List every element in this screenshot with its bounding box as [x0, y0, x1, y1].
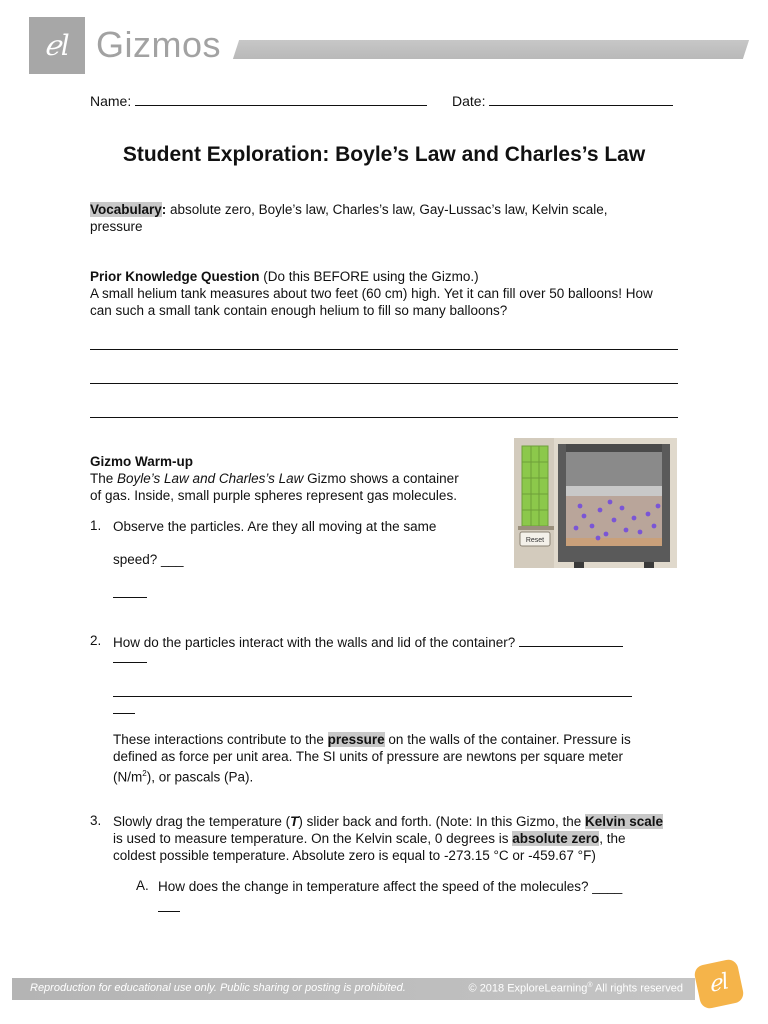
q3-text: Slowly drag the temperature (T) slider back and forth. (Note: In this Gizmo, the Kelvin scale is used to measure temperature. On the Kelvin scale, 0 degrees is absolute zero, the coldest possible temperature. Absolute zero is equal to -273.15 °C or -459.67 °F): [113, 814, 664, 863]
q1-answer-line[interactable]: [113, 597, 147, 598]
vocabulary-terms-cont: pressure: [90, 219, 143, 234]
prior-knowledge-note: (Do this BEFORE using the Gizmo.): [259, 269, 479, 284]
q3a-answer-line[interactable]: [158, 911, 180, 912]
q2-text: How do the particles interact with the walls and lid of the container?: [113, 633, 623, 651]
gizmo-illustration: [514, 438, 677, 568]
name-field[interactable]: [90, 92, 427, 109]
header-bar: [233, 40, 749, 59]
q1-text: Observe the particles. Are they all moving at the same: [113, 519, 437, 534]
footer-bar: [12, 978, 695, 1000]
answer-line-2[interactable]: [90, 383, 678, 384]
warmup-section: Gizmo Warm-up The Boyle’s Law and Charles’s Law Gizmo shows a container of gas. Inside, small purple spheres represent gas molecules.: [90, 454, 459, 503]
prior-knowledge-heading: Prior Knowledge Question: [90, 269, 260, 284]
footer-copyright: © 2018 ExploreLearning® All rights reserved: [468, 982, 683, 995]
q2-answer-line-c[interactable]: [113, 713, 135, 714]
answer-line-1[interactable]: [90, 349, 678, 350]
prior-knowledge-section: [90, 268, 690, 319]
q3a-text: How does the change in temperature affect the speed of the molecules? ____: [158, 879, 623, 894]
q2-answer-line-a[interactable]: [113, 662, 147, 663]
gizmos-brand: Gizmos: [96, 24, 222, 65]
gizmo-name: Boyle’s Law and Charles’s Law: [117, 471, 304, 486]
warmup-heading: Gizmo Warm-up: [90, 454, 193, 469]
q2-answer-blank[interactable]: [519, 633, 623, 647]
vocabulary-terms: absolute zero, Boyle’s law, Charles’s law, Gay-Lussac’s law, Kelvin scale,: [166, 202, 608, 217]
explorelearning-badge-icon: ℯl: [693, 958, 745, 1010]
q2-explanation: These interactions contribute to the pressure on the walls of the container. Pressure is defined as force per unit area. The SI units of pressure are newtons per square meter $(N/m^2)$, or pascals (Pa).: [113, 732, 631, 785]
mass-stack: [522, 446, 548, 526]
reset-button: Reset: [525, 537, 545, 544]
kelvin-scale-term: Kelvin scale: [584, 814, 664, 829]
temperature-symbol: T: [290, 814, 299, 829]
explorelearning-logo: ℯl: [29, 17, 85, 74]
gizmo-screenshot: [514, 438, 677, 568]
q2-number: 2.: [90, 633, 102, 648]
q1-number: 1.: [90, 518, 102, 533]
answer-line-3[interactable]: [90, 417, 678, 418]
footer-notice: Reproduction for educational use only. Public sharing or posting is prohibited.: [30, 982, 406, 994]
q3a-letter: A.: [136, 878, 149, 893]
q2-answer-line-b[interactable]: [113, 696, 632, 697]
absolute-zero-term: absolute zero: [512, 831, 600, 846]
date-blank[interactable]: [489, 92, 673, 106]
date-label: Date:: [452, 93, 486, 109]
q1-speed-prompt[interactable]: speed? ___: [113, 552, 184, 567]
vocabulary-section: Vocabulary: absolute zero, Boyle’s law, Charles’s law, Gay-Lussac’s law, Kelvin scale, pressure: [90, 202, 608, 234]
name-blank[interactable]: [135, 92, 427, 106]
prior-knowledge-line2: can such a small tank contain enough helium to fill so many balloons?: [90, 303, 508, 318]
vocabulary-label: Vocabulary: [90, 202, 162, 217]
pressure-term: pressure: [327, 732, 385, 747]
date-field[interactable]: [452, 92, 673, 109]
page-title: Student Exploration: Boyle’s Law and Charles’s Law: [122, 143, 646, 166]
q3-number: 3.: [90, 813, 102, 828]
name-label: Name:: [90, 93, 132, 109]
prior-knowledge-line1: A small helium tank measures about two feet (60 cm) high. Yet it can fill over 50 balloons! How: [90, 286, 653, 301]
